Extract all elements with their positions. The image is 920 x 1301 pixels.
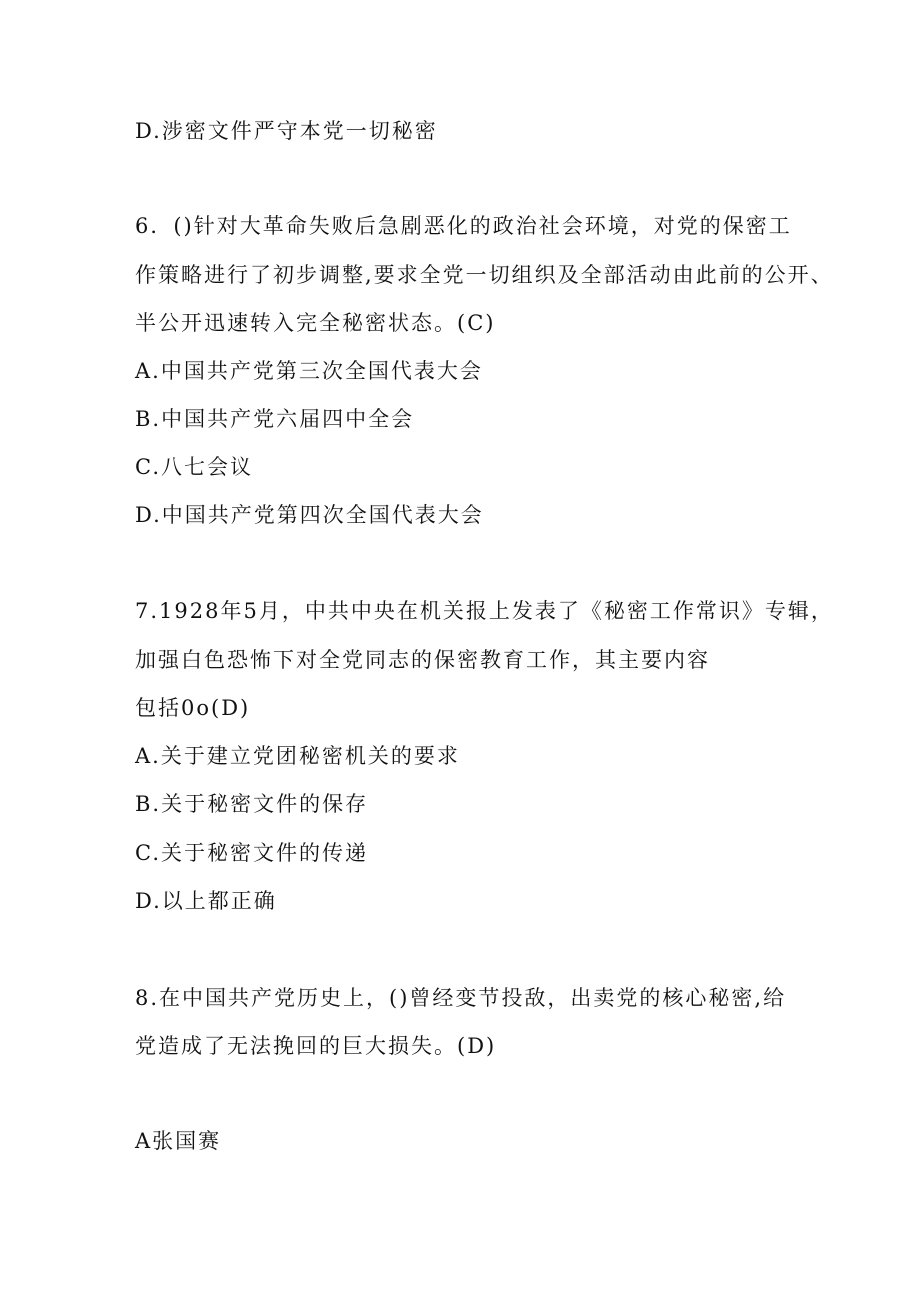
q8-stem-line-1: 8.在中国共产党历史上，()曾经变节投敌，出卖党的核心秘密,给 [135,986,787,1010]
q5-option-d: D.涉密文件严守本党一切秘密 [135,119,438,143]
q7-option-a: A.关于建立党团秘密机关的要求 [135,744,460,768]
q6-option-b: B.中国共产党六届四中全会 [135,407,415,431]
q6-option-d: D.中国共产党第四次全国代表大会 [135,503,484,527]
q7-option-d: D.以上都正确 [135,889,277,913]
q6-option-c: C.八七会议 [135,455,253,479]
q7-option-c: C.关于秘密文件的传递 [135,841,368,865]
q6-stem-line-3: 半公开迅速转入完全秘密状态。(C) [135,311,496,335]
q7-option-b: B.关于秘密文件的保存 [135,792,369,816]
q6-option-a: A.中国共产党第三次全国代表大会 [135,359,483,383]
q8-option-a: A张国赛 [135,1129,222,1153]
q6-stem-line-1: 6．()针对大革命失败后急剧恶化的政治社会环境，对党的保密工 [135,214,792,238]
q7-stem-line-1: 7.1928年5月，中共中央在机关报上发表了《秘密工作常识》专辑， [135,599,834,623]
q7-stem-line-3: 包括0o(D) [135,696,251,720]
q6-stem-line-2: 作策略进行了初步调整,要求全党一切组织及全部活动由此前的公开、 [135,263,834,287]
q8-stem-line-2: 党造成了无法挽回的巨大损失。(D) [135,1034,497,1058]
q7-stem-line-2: 加强白色恐怖下对全党同志的保密教育工作，其主要内容 [135,648,710,672]
